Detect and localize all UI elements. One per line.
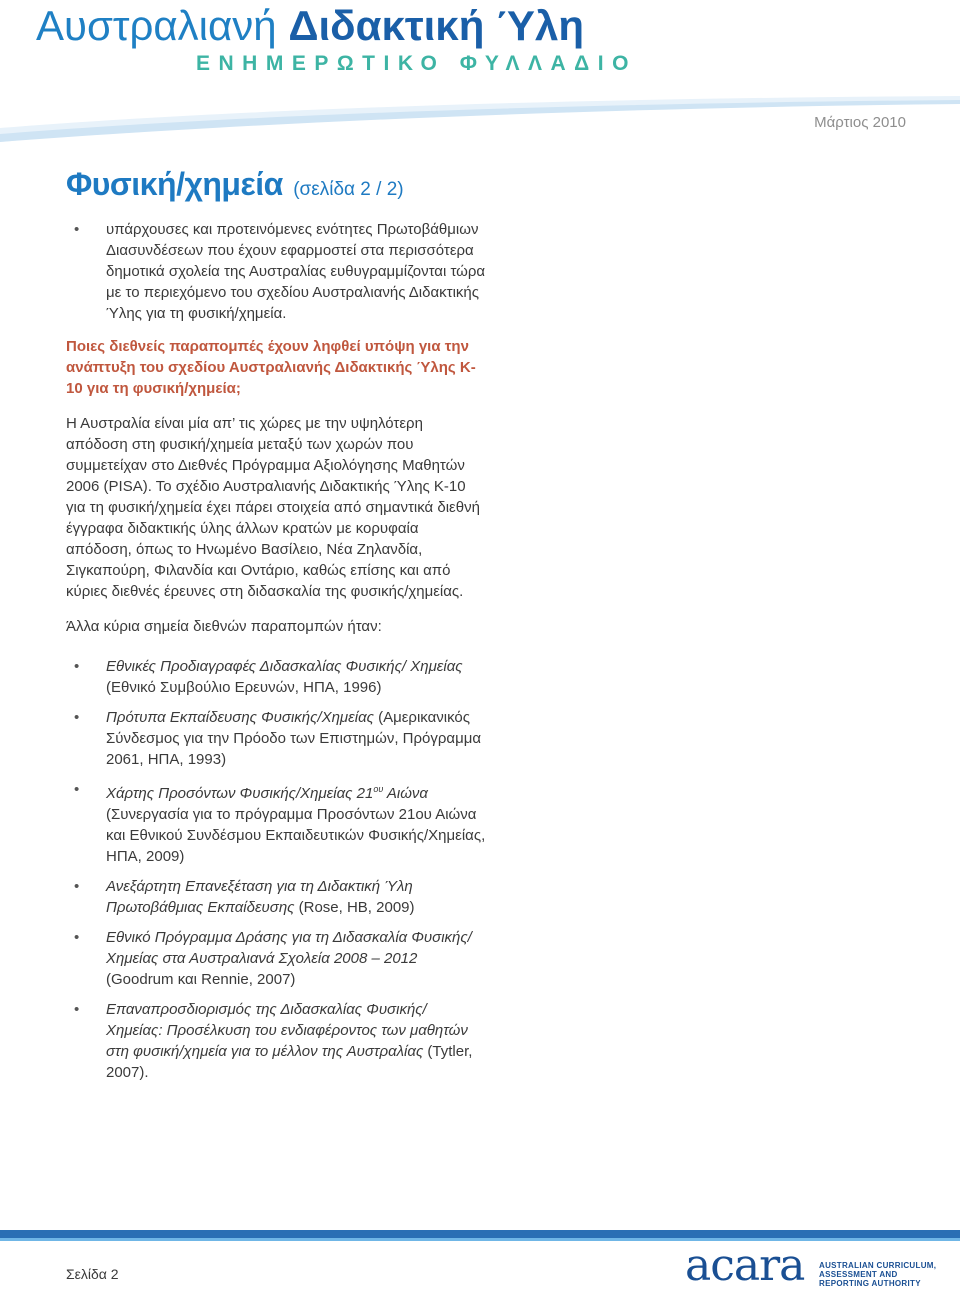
references-intro: Άλλα κύρια σημεία διεθνών παραπομπών ήταν: bbox=[66, 618, 382, 635]
question-heading: Ποιες διεθνείς παραπομπές έχουν ληφθεί υπόψη για την ανάπτυξη του σχεδίου Αυστραλιανής Διδακτικής Ύλης K-10 για τη φυσική/χημεία; bbox=[66, 338, 476, 397]
ref-detail: (Goodrum και Rennie, 2007) bbox=[106, 971, 296, 988]
list-item bbox=[66, 999, 486, 1083]
ref-title: Πρότυπα Εκπαίδευσης Φυσικής/Χημείας bbox=[106, 709, 374, 726]
ref-title: Ανεξάρτητη Επανεξέταση για τη Διδακτική Ύλη Πρωτοβάθμιας Εκπαίδευσης bbox=[106, 878, 413, 916]
list-item bbox=[66, 707, 486, 770]
ref-detail: (Εθνικό Συμβούλιο Ερευνών, ΗΠΑ, 1996) bbox=[106, 679, 382, 696]
ref-title: Επαναπροσδιορισμός της Διδασκαλίας Φυσικής/ Χημείας: Προσέλκυση του ενδιαφέροντος των μαθητών στη φυσική/χημεία για το μέλλον της Αυστραλίας bbox=[106, 1001, 468, 1060]
ref-detail: (Συνεργασία για το πρόγραμμα Προσόντων 21ου Αιώνα και Εθνικού Συνδέσμου Εκπαιδευτικών Φυσικής/Χημείας, ΗΠΑ, 2009) bbox=[106, 806, 486, 865]
footer-bar-accent bbox=[0, 1238, 960, 1241]
section-page-info: (σελίδα 2 / 2) bbox=[293, 179, 404, 200]
logo-tagline bbox=[819, 1261, 936, 1288]
list-item bbox=[66, 779, 486, 867]
list-item bbox=[66, 656, 486, 698]
title-bold: Διδακτική Ύλη bbox=[288, 2, 584, 49]
list-item bbox=[66, 927, 486, 990]
section-title: Φυσική/χημεία bbox=[66, 166, 283, 202]
intro-bullet: • υπάρχουσες και προτεινόμενες ενότητες Πρωτοβάθμιων Διασυνδέσεων που έχουν εφαρμοστεί στα περισσότερα δημοτικά σχολεία της Αυστραλίας ευθυγραμμίζονται τώρα με το περιεχόμενο του σχεδίου Αυστραλιανής Διδακτικής Ύλης για τη φυσική/χημεία. bbox=[66, 219, 486, 324]
ref-title-end: Αιώνα bbox=[383, 785, 428, 802]
ref-detail: (Αμερικανικός Σύνδεσμος για την Πρόοδο των Επιστημών, Πρόγραμμα 2061, ΗΠΑ, 1993) bbox=[106, 709, 482, 768]
ref-title: Εθνικές Προδιαγραφές Διδασκαλίας Φυσικής/ Χημείας bbox=[106, 658, 463, 675]
acara-logo bbox=[685, 1240, 937, 1294]
logo-line-3: REPORTING AUTHORITY bbox=[819, 1279, 921, 1288]
ref-title: Χάρτης Προσόντων Φυσικής/Χημείας 21 bbox=[106, 785, 374, 802]
title-plain: Αυστραλιανή bbox=[36, 2, 277, 49]
logo-line-1: AUSTRALIAN CURRICULUM, bbox=[819, 1261, 937, 1270]
logo-wordmark: acara bbox=[685, 1240, 805, 1291]
document-subtitle: ΕΝΗΜΕΡΩΤΙΚΟ ΦΥΛΛΑΔΙΟ bbox=[196, 52, 637, 75]
section-heading bbox=[66, 166, 404, 203]
body-paragraph: Η Αυστραλία είναι μία απ’ τις χώρες με την υψηλότερη απόδοση στη φυσική/χημεία μεταξύ των χωρών που συμμετείχαν στο Διεθνές Πρόγραμμα Αξιολόγησης Μαθητών 2006 (PISA). Το σχέδιο Αυστραλιανής Διδακτικής Ύλης K-10 για τη φυσική/χημεία έχει πάρει στοιχεία από σημαντικά διεθνή έγγραφα διδακτικής ύλης άλλων κρατών με κορυφαία απόδοση, όπως το Ηνωμένο Βασίλειο, Νέα Ζηλανδία, Σιγκαπούρη, Φιλανδία και Οντάριο, καθώς επίσης και από κύριες διεθνές έρευνες στη διδασκαλία της φυσικής/χημείας. bbox=[66, 415, 480, 600]
logo-line-2: ASSESSMENT AND bbox=[819, 1270, 898, 1279]
ref-title: Εθνικό Πρόγραμμα Δράσης για τη Διδασκαλία Φυσικής/Χημείας στα Αυστραλιανά Σχολεία 2008 – 2012 bbox=[106, 929, 472, 967]
references-list bbox=[66, 656, 486, 1083]
intro-list bbox=[66, 219, 486, 324]
document-title bbox=[36, 0, 584, 54]
footer-bar bbox=[0, 1230, 960, 1238]
page-number: Σελίδα 2 bbox=[66, 1266, 119, 1282]
ref-superscript: ου bbox=[373, 784, 384, 794]
main-content bbox=[66, 219, 486, 1092]
ref-detail: (Rose, HB, 2009) bbox=[294, 899, 415, 916]
document-date: Μάρτιος 2010 bbox=[814, 114, 906, 131]
list-item bbox=[66, 876, 486, 918]
ref-detail: (Tytler, 2007). bbox=[106, 1043, 473, 1081]
